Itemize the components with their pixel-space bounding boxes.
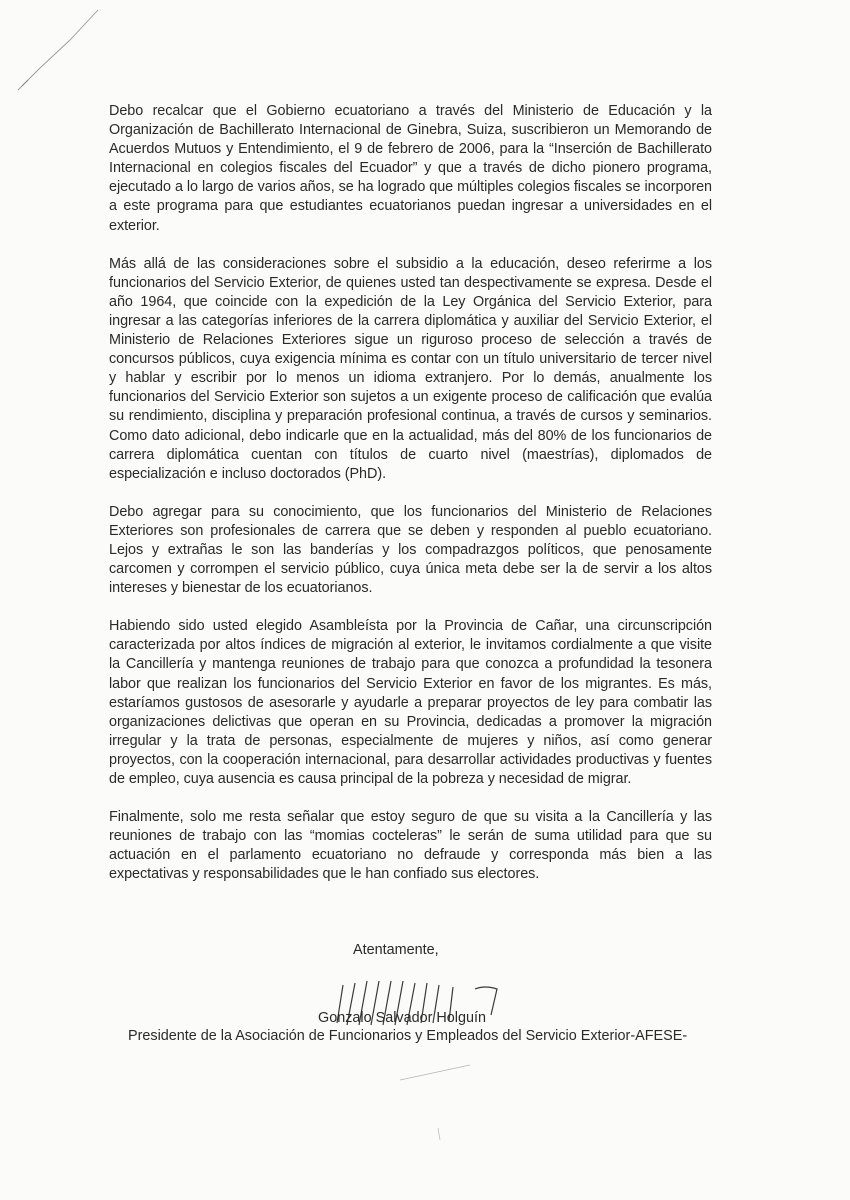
letter-body <box>109 102 712 903</box>
paragraph-5: Finalmente, solo me resta señalar que estoy seguro de que su visita a la Cancillería y las reuniones de trabajo con las “momias cocteleras” le serán de suma utilidad para que su actuación en el parlamento ecuatoriano no defraude y corresponda más bien a las expectativas y responsabilidades que le han confiado sus electores. <box>109 809 712 883</box>
signatory-name: Gonzalo Salvador Holguín <box>318 1010 486 1026</box>
paragraph-3: Debo agregar para su conocimiento, que los funcionarios del Ministerio de Relaciones Exteriores son profesionales de carrera que se deben y responden al pueblo ecuatoriano. Lejos y extrañas le son las banderías y los compadrazgos políticos, que penosamente carcomen y corrompen el servicio público, cuya única meta debe ser la de servir a los altos intereses y bienestar de los ecuatorianos. <box>109 503 712 597</box>
paragraph-2: Más allá de las consideraciones sobre el subsidio a la educación, deseo referirme a los funcionarios del Servicio Exterior, de quienes usted tan despectivamente se expresa. Desde el año 1964, que coincide con la expedición de la Ley Orgánica del Servicio Exterior, para ingresar a las categorías inferiores de la carrera diplomática y auxiliar del Servicio Exterior, el Ministerio de Relaciones Exteriores sigue un riguroso proceso de selección a través de concursos públicos, cuya exigencia mínima es contar con un título universitario de tercer nivel y hablar y escribir por lo menos un idioma extranjero. Por lo demás, anualmente los funcionarios del Servicio Exterior son sujetos a un exigente proceso de calificación que evalúa su rendimiento, disciplina y preparación profesional continua, a través de cursos y seminarios. Como dato adicional, debo indicarle que en la actualidad, más del 80% de los funcionarios de carrera diplomática cuentan con títulos de cuarto nivel (maestrías), diplomados de especialización e incluso doctorados (PhD). <box>109 255 712 482</box>
paragraph-1: Debo recalcar que el Gobierno ecuatoriano a través del Ministerio de Educación y la Organización de Bachillerato Internacional de Ginebra, Suiza, suscribieron un Memorando de Acuerdos Mutuos y Entendimiento, el 9 de febrero de 2006, para la “Inserción de Bachillerato Internacional en colegios fiscales del Ecuador” y que a través de dicho pionero programa, ejecutado a lo largo de varios años, se ha logrado que múltiples colegios fiscales se incorporen a este programa para que estudiantes ecuatorianos puedan ingresar a universidades en el exterior. <box>109 103 712 234</box>
signatory-title: Presidente de la Asociación de Funcionarios y Empleados del Servicio Exterior-AFESE- <box>128 1028 688 1044</box>
closing: Atentamente, <box>353 942 439 958</box>
paragraph-4: Habiendo sido usted elegido Asambleísta por la Provincia de Cañar, una circunscripción caracterizada por altos índices de migración al exterior, le invitamos cordialmente a que visite la Cancillería y mantenga reuniones de trabajo para que conozca a profundidad la tesonera labor que realizan los funcionarios del Servicio Exterior en favor de los migrantes. Es más, estaríamos gustosos de asesorarle y ayudarle a preparar proyectos de ley para combatir las organizaciones delictivas que operan en su Provincia, dedicadas a promover la migración irregular y la trata de personas, especialmente de mujeres y niños, así como generar proyectos, con la cooperación internacional, para desarrollar actividades productivas y fuentes de empleo, cuya ausencia es causa principal de la pobreza y necesidad de migrar. <box>109 618 712 787</box>
